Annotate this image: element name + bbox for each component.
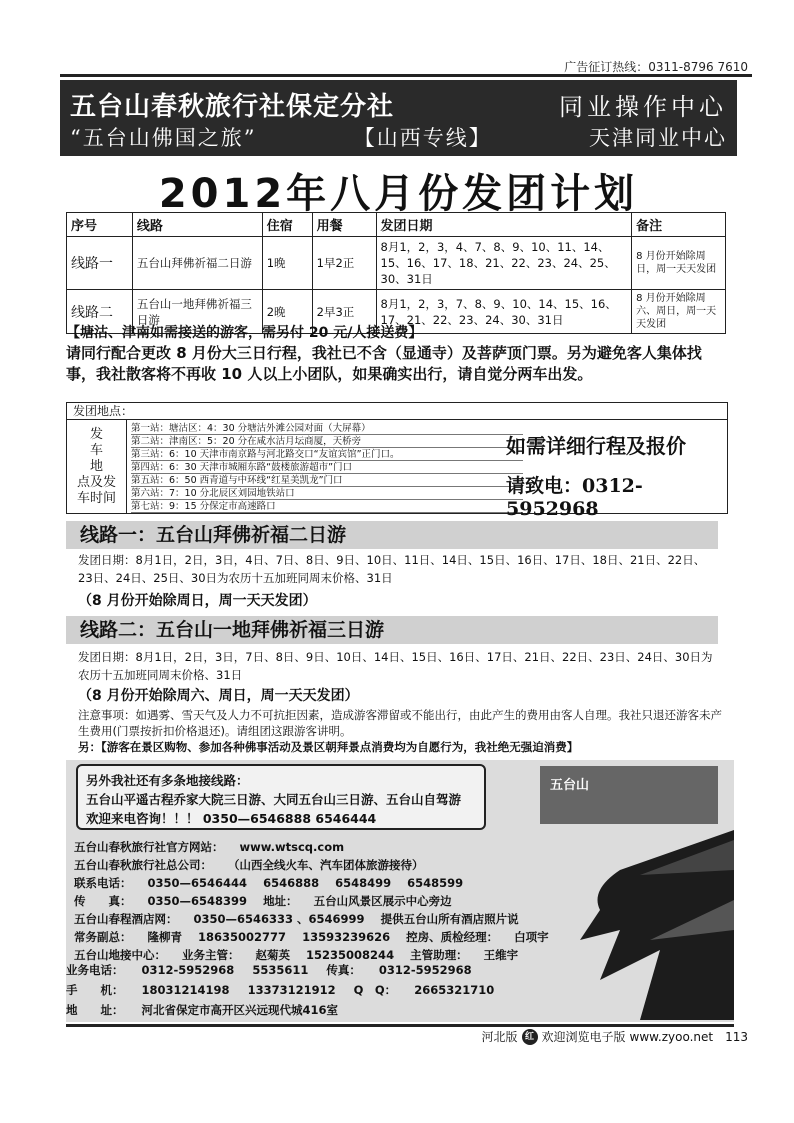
- row-no: 线路二: [67, 290, 133, 334]
- qc-label: 控房、质检经理：: [406, 930, 499, 944]
- row-dates: 8月1，2，3，4、7、8、9、10、11、14、15、16、17、18、21、22、23、24、25、30、31日: [376, 237, 632, 290]
- supervisor-name: 赵菊英: [255, 948, 291, 962]
- notice-paragraph: 请同行配合更改 8 月份大三日行程，我社已不含（显通寺）及菩萨顶门票。另为避免客人集体找事，我社散客将不再收 10 人以上小团队，如果确实出行，请自觉分两车出发。: [66, 344, 702, 383]
- phone-number: 0350—6546444: [147, 876, 248, 890]
- hq-label: 五台山春秋旅行社总公司：: [74, 858, 212, 872]
- vp-label: 常务副总：: [74, 930, 132, 944]
- edition-badge-icon: 红: [522, 1029, 538, 1045]
- phone-number: 6548599: [407, 876, 464, 890]
- address-label: 地址：: [263, 894, 298, 908]
- quote-line: 如需详细行程及报价: [506, 434, 686, 458]
- slogan: “五台山佛国之旅”: [70, 126, 257, 150]
- phone-label: 联系电话：: [74, 876, 132, 890]
- quote-contact: [506, 430, 728, 520]
- route1-dates: 发团日期：8月1日，2日，3日，4日、7日、8日、9日、10日、11日、14日、15日、16日、17日、18日、21日、22日、23日、24日、25日、30日为农历十五加班同周末价格、31日: [78, 553, 706, 585]
- route2-dates: 发团日期：8月1日，2日，3日，7日、8日、9日、10日、14日、15日、16日、17日、21日、22日、23日、24日、30日为农历十五加班同周末价格、31日: [78, 650, 713, 682]
- org-name: 五台山春秋旅行社保定分社: [70, 91, 395, 122]
- hotel-phones: 0350—6546333 、6546999: [193, 912, 365, 926]
- edition-label: 河北版: [481, 1030, 518, 1044]
- ad-hotline: 广告征订热线：0311-8796 7610: [564, 60, 748, 74]
- fax-number: 0350—6548399: [147, 894, 248, 908]
- line-tag: 【山西专线】: [353, 126, 492, 150]
- row-note: 8 月份开始除周日，周一天天发团: [632, 237, 726, 290]
- ops-center: 同业操作中心: [559, 92, 727, 121]
- supervisor-phone: 15235008244: [306, 948, 395, 962]
- row-no: 线路一: [67, 237, 133, 290]
- label-part: 车时间: [76, 490, 116, 506]
- caution-text: 注意事项：如遇雾、雪天气及人力不可抗拒因素，造成游客滞留或不能出行，由此产生的费用由客人自理。我社只退还游客未产生费用(门票按折扣价格退还)。请组团这跟游客讲明。: [78, 708, 722, 738]
- biz-addr-label: 地 址：: [66, 1003, 124, 1017]
- row-stay: 1晚: [262, 237, 312, 290]
- biz-tel: 5535611: [252, 963, 309, 977]
- promo-line: 欢迎来电咨询！！！ 0350—6546888 6546444: [86, 811, 377, 826]
- stop-item: 第七站：9：15 分保定市高速路口: [131, 500, 523, 513]
- table-header-row: [67, 213, 726, 237]
- vp-phone: 18635002777: [198, 930, 287, 944]
- row-route: 五台山拜佛祈福二日游: [132, 237, 262, 290]
- phone-number: 6546888: [263, 876, 320, 890]
- col-stay: 住宿: [262, 213, 312, 237]
- biz-mobile-label: 手 机：: [66, 983, 124, 997]
- route1-note: （8 月份开始除周日，周一天天发团）: [78, 593, 317, 609]
- row-dates: 8月1，2，3，7、8、9、10、14、15、16、17、21、22、23、24、30、31日: [376, 290, 632, 334]
- page-title: 2012年八月份发团计划: [158, 171, 639, 217]
- supervisor-label: 业务主管：: [182, 948, 240, 962]
- biz-fax: 0312-5952968: [378, 963, 472, 977]
- stop-list: [131, 422, 523, 513]
- page-footer: [482, 1028, 748, 1045]
- biz-mobile: 18031214198: [141, 983, 230, 997]
- col-route: 线路: [132, 213, 262, 237]
- header-banner: [60, 80, 737, 156]
- stop-item: 第一站：塘沽区：4：30 分塘沽外滩公园对面（大屏幕）: [131, 422, 523, 435]
- stop-item: 第三站：6：10 天津市南京路与河北路交口“友谊宾馆”正门口。: [131, 448, 523, 461]
- qc-name: 白项宇: [514, 930, 549, 944]
- row-meal: 1早2正: [312, 237, 376, 290]
- label-part: 发: [89, 426, 103, 442]
- row-route: 五台山一地拜佛祈福三日游: [132, 290, 262, 334]
- transfer-fee-note: 【塘沽、津南如需接送的游客，需另付 20 元/人接送费】: [66, 325, 423, 341]
- biz-mobile: 13373121912: [247, 983, 336, 997]
- departure-label: [67, 420, 127, 513]
- top-rule: [60, 74, 752, 77]
- wutaishan-photo: [540, 766, 718, 824]
- hotel-note: 提供五台山所有酒店照片说: [380, 912, 519, 926]
- row-meal: 2早3正: [312, 290, 376, 334]
- page-number: 113: [725, 1029, 748, 1044]
- route1-heading: 线路一：五台山拜佛祈福二日游: [66, 521, 718, 549]
- website-link[interactable]: www.wtscq.com: [239, 840, 345, 854]
- schedule-table: [66, 212, 726, 334]
- website-label: 五台山春秋旅行社官方网站：: [74, 840, 224, 854]
- biz-tel: 0312-5952968: [141, 963, 235, 977]
- assistant-name: 王维宇: [483, 948, 519, 962]
- quote-phone: 请致电：0312-5952968: [506, 475, 643, 520]
- stop-item: 第二站：津南区：5：20 分在咸水沽月坛商厦，天桥旁: [131, 435, 523, 448]
- label-part: 车: [89, 442, 103, 458]
- caution-extra: 另：【游客在景区购物、参加各种佛事活动及景区朝拜景点消费均为自愿行为，我社绝无强迫消费】: [78, 740, 579, 754]
- vp-phone: 13593239626: [302, 930, 391, 944]
- browse-label: 欢迎浏览电子版: [541, 1030, 626, 1044]
- business-contact: [66, 960, 536, 1020]
- row-stay: 2晚: [262, 290, 312, 334]
- biz-addr: 河北省保定市高开区兴远现代城416室: [141, 1003, 339, 1017]
- col-no: 序号: [67, 213, 133, 237]
- label-part: 点及发: [76, 474, 116, 490]
- hq-note: （山西全线火车、汽车团体旅游接待）: [228, 858, 424, 872]
- vp-name: 隆柳青: [147, 930, 183, 944]
- biz-qq: 2665321710: [414, 983, 495, 997]
- hotel-label: 五台山春程酒店网：: [74, 912, 178, 926]
- route2-note: （8 月份开始除周六、周日，周一天天发团）: [78, 688, 359, 704]
- company-info: [74, 838, 594, 964]
- caution-block: [78, 707, 728, 755]
- fax-label: 传 真：: [74, 894, 132, 908]
- col-dates: 发团日期: [376, 213, 632, 237]
- site-link[interactable]: www.zyoo.net: [629, 1029, 714, 1044]
- promo-line: 另外我社还有多条地接线路：: [86, 773, 249, 788]
- route2-heading: 线路二：五台山一地拜佛祈福三日游: [66, 616, 718, 644]
- promo-line: 五台山平遥古程乔家大院三日游、大同五台山三日游、五台山自驾游: [86, 792, 462, 807]
- stop-item: 第六站：7：10 分北辰区刘园地铁站口: [131, 487, 523, 500]
- phone-number: 6548499: [335, 876, 392, 890]
- biz-tel-label: 业务电话：: [66, 963, 124, 977]
- center-label: 五台山地接中心：: [74, 948, 166, 962]
- biz-fax-label: 传真：: [326, 963, 361, 977]
- label-part: 地: [89, 458, 103, 474]
- stop-item: 第四站：6：30 天津市城厢东路“鼓楼旅游超市”门口: [131, 461, 523, 474]
- tianjin-center: 天津同业中心: [588, 126, 727, 150]
- promo-box: [76, 764, 486, 830]
- photo-caption: 五台山: [550, 778, 590, 793]
- biz-qq-label: Q Q：: [353, 983, 397, 997]
- stop-item: 第五站：6：50 西青道与中环线“红星美凯龙”门口: [131, 474, 523, 487]
- assistant-label: 主管助理：: [410, 948, 468, 962]
- col-note: 备注: [632, 213, 726, 237]
- col-meal: 用餐: [312, 213, 376, 237]
- row-note: 8 月份开始除周六、周日，周一天天发团: [632, 290, 726, 334]
- footer-rule: [66, 1024, 734, 1027]
- table-row: [67, 237, 726, 290]
- address-text: 五台山风景区展示中心旁边: [313, 894, 452, 908]
- departure-heading: 发团地点：: [67, 403, 727, 420]
